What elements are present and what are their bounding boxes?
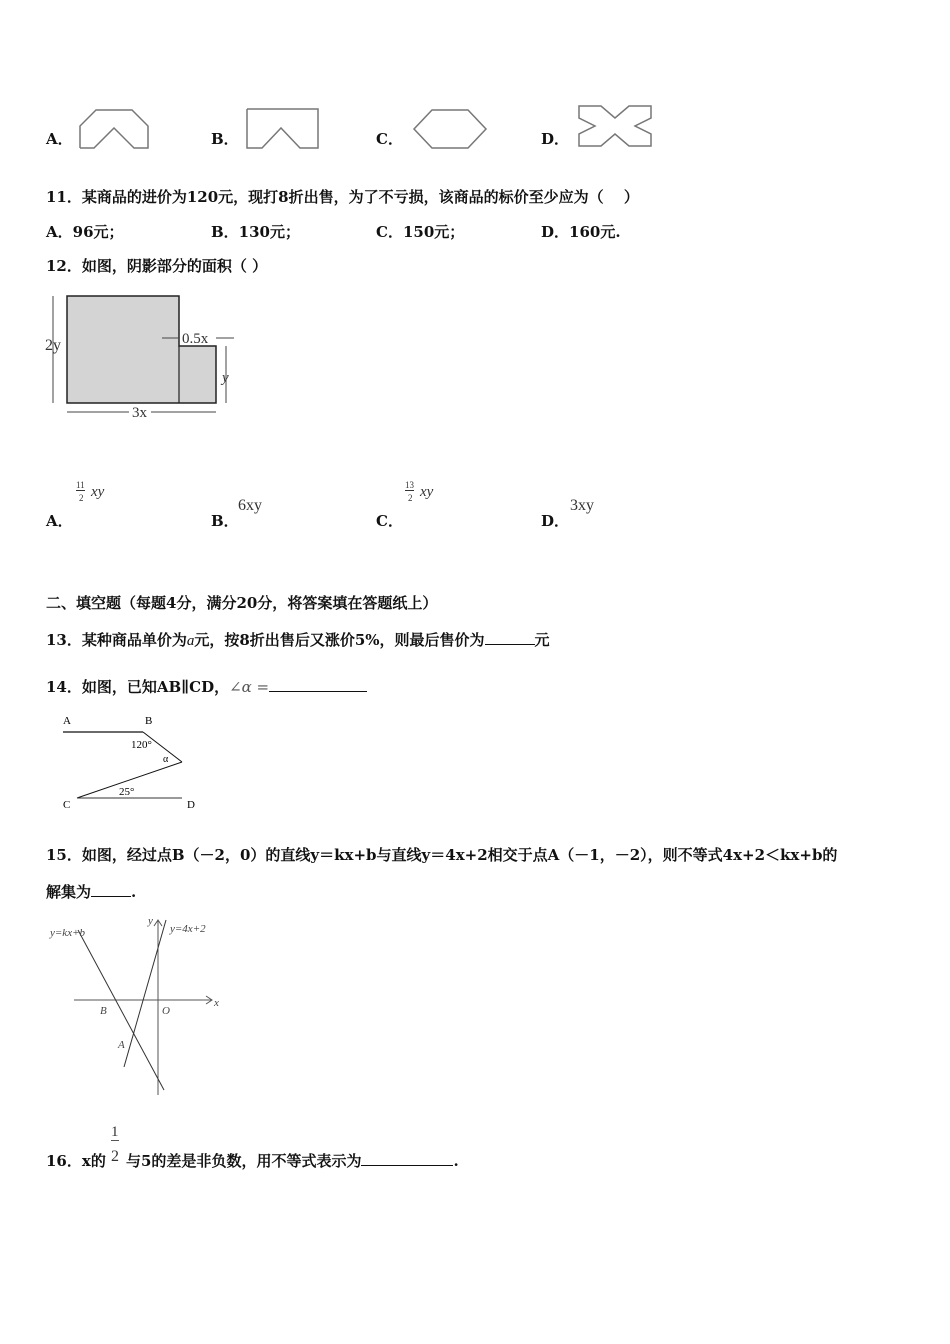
q10-option-b-shape <box>244 106 322 152</box>
q15-answer-blank[interactable] <box>91 896 131 897</box>
q10-option-b-label: B． <box>211 130 239 148</box>
q14-answer-blank[interactable] <box>269 691 367 692</box>
point-a-label: A <box>63 715 71 727</box>
q16-frac-num: 1 <box>111 1124 119 1140</box>
x-axis-label: x <box>214 997 219 1009</box>
point-b-label: B <box>100 1005 107 1017</box>
section-fill-in-title: 二、填空题（每题4分，满分20分，将答案填在答题纸上） <box>46 594 438 612</box>
label-0.5x: 0.5x <box>182 331 209 347</box>
label-2y: 2y <box>45 337 61 354</box>
q12-option-a-num: 11 <box>76 480 85 490</box>
q10-option-a-shape <box>76 106 152 152</box>
q12-option-a-letter: A． <box>46 512 73 530</box>
y-axis-label: y <box>148 915 153 927</box>
q12-option-b-letter: B． <box>211 512 239 530</box>
angle-120-label: 120° <box>131 739 152 751</box>
q12-option-c-den: 2 <box>408 493 413 503</box>
q10-option-c-label: C． <box>376 130 403 148</box>
q11-option-a: A．96元； <box>46 223 124 241</box>
q13-pre: 13．某种商品单价为 <box>46 631 187 649</box>
q13-var: a <box>186 633 195 649</box>
q16-post: 与5的差是非负数，用不等式表示为 . <box>126 1152 459 1170</box>
q12-option-a-expr: xy <box>91 484 105 500</box>
q16-pre: 16．x的 <box>46 1152 106 1170</box>
line-kx-b-label: y=kx+b <box>50 927 85 939</box>
q15-line2-text: 解集为 <box>46 883 92 901</box>
origin-label: O <box>162 1005 170 1017</box>
label-3x: 3x <box>132 405 147 421</box>
q11-question: 11．某商品的进价为120元，现打8折出售，为了不亏损，该商品的标价至少应为（ ） <box>46 188 639 206</box>
q12-option-c-expr: xy <box>420 484 434 500</box>
q13-unit: 元 <box>534 631 550 649</box>
q11-option-d: D．160元. <box>541 223 621 241</box>
q16-frac-den: 2 <box>111 1148 119 1165</box>
point-d-label: D <box>187 799 195 811</box>
angle-alpha-label: α <box>163 754 169 765</box>
point-a-label: A <box>118 1039 125 1051</box>
q12-option-d-letter: D． <box>541 512 570 530</box>
q10-option-d-label: D． <box>541 130 570 148</box>
line-4x-2-label: y=4x+2 <box>170 923 206 935</box>
q15-graph <box>44 910 224 1105</box>
q12-option-d-expr: 3xy <box>570 497 594 514</box>
q14-question <box>46 676 367 697</box>
q15-question-line1: 15．如图，经过点B（－2，0）的直线y＝kx+b与直线y＝4x+2相交于点A（－1，－2），则不等式4x+2＜kx+b的 <box>46 846 838 864</box>
q10-option-a-label: A． <box>46 130 73 148</box>
q14-angle: ∠α = <box>229 678 270 696</box>
q15-question-line2: 解集为 . <box>46 883 137 901</box>
q13-question <box>46 629 550 650</box>
angle-25-label: 25° <box>119 786 135 798</box>
q12-option-c-num: 13 <box>405 480 414 490</box>
q13-post: 元，按8折出售后又涨价5%，则最后售价为 <box>194 631 485 649</box>
label-y: y <box>222 370 229 386</box>
point-c-label: C <box>63 799 71 811</box>
q10-option-d-shape <box>575 102 655 148</box>
q12-option-c-letter: C． <box>376 512 403 530</box>
q11-option-b: B．130元； <box>211 223 300 241</box>
q16-answer-blank[interactable] <box>361 1165 453 1166</box>
q14-pre: 14．如图，已知AB∥CD， <box>46 678 230 696</box>
q12-question: 12．如图，阴影部分的面积（ ） <box>46 257 268 275</box>
q10-option-c-shape <box>410 106 490 152</box>
q12-option-a-den: 2 <box>79 493 84 503</box>
q14-figure <box>55 710 215 815</box>
q13-answer-blank[interactable] <box>485 644 535 645</box>
point-b-label: B <box>145 715 153 727</box>
q16-post-text: 与5的差是非负数，用不等式表示为 <box>126 1152 362 1170</box>
q12-option-b-expr: 6xy <box>238 497 262 514</box>
q12-figure <box>44 290 244 425</box>
q11-option-c: C．150元； <box>376 223 465 241</box>
